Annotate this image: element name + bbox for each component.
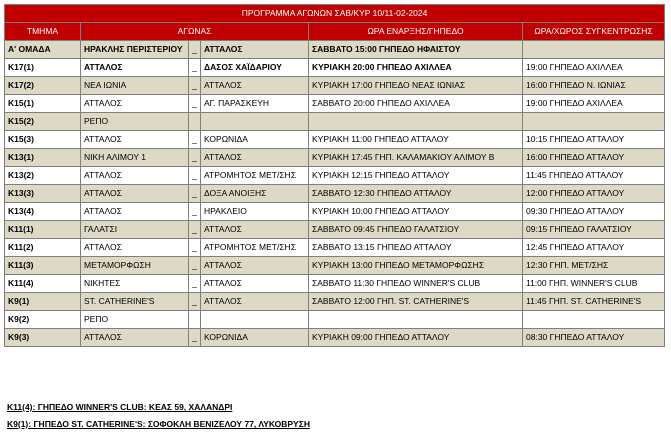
time-venue-cell: ΣΑΒΒΑΤΟ 20:00 ΓΗΠΕΔΟ ΑΧΙΛΛΕΑ — [309, 95, 523, 113]
section-cell: Α' ΟΜΑΔΑ — [5, 41, 81, 59]
away-team-cell: ΑΤΡΟΜΗΤΟΣ ΜΕΤ/ΣΗΣ — [201, 239, 309, 257]
meet-cell: 11:45 ΓΗΠ. ST. CATHERINE'S — [523, 293, 665, 311]
away-team-cell: ΔΑΣΟΣ ΧΑΪΔΑΡΙΟΥ — [201, 59, 309, 77]
vs-separator: _ — [189, 221, 201, 239]
header-section: ΤΜΗΜΑ — [5, 23, 81, 41]
header-time-venue: ΩΡΑ ΕΝΑΡΞΗΣ/ΓΗΠΕΔΟ — [309, 23, 523, 41]
table-row — [5, 113, 665, 131]
table-row — [5, 293, 665, 311]
section-cell: K15(3) — [5, 131, 81, 149]
time-venue-cell: ΚΥΡΙΑΚΗ 09:00 ΓΗΠΕΔΟ ΑΤΤΑΛΟΥ — [309, 329, 523, 347]
meet-cell — [523, 41, 665, 59]
time-venue-cell: ΚΥΡΙΑΚΗ 17:45 ΓΗΠ. ΚΑΛΑΜΑΚΙΟΥ ΑΛΙΜΟΥ Β — [309, 149, 523, 167]
away-team-cell: ΑΤΤΑΛΟΣ — [201, 221, 309, 239]
table-row — [5, 239, 665, 257]
home-team-cell: ΜΕΤΑΜΟΡΦΩΣΗ — [81, 257, 189, 275]
meet-cell: 11:00 ΓΗΠ. WINNER'S CLUB — [523, 275, 665, 293]
vs-separator: _ — [189, 167, 201, 185]
meet-cell: 12:30 ΓΗΠ. ΜΕΤ/ΣΗΣ — [523, 257, 665, 275]
table-row — [5, 311, 665, 329]
section-cell: K15(1) — [5, 95, 81, 113]
schedule-rows — [5, 41, 665, 347]
away-team-cell: ΑΤΤΑΛΟΣ — [201, 275, 309, 293]
time-venue-cell: ΚΥΡΙΑΚΗ 10:00 ΓΗΠΕΔΟ ΑΤΤΑΛΟΥ — [309, 203, 523, 221]
time-venue-cell: ΚΥΡΙΑΚΗ 13:00 ΓΗΠΕΔΟ ΜΕΤΑΜΟΡΦΩΣΗΣ — [309, 257, 523, 275]
home-team-cell: ST. CATHERINE'S — [81, 293, 189, 311]
table-row — [5, 77, 665, 95]
section-cell: K17(2) — [5, 77, 81, 95]
table-row — [5, 59, 665, 77]
home-team-cell: ΑΤΤΑΛΟΣ — [81, 185, 189, 203]
vs-separator: _ — [189, 275, 201, 293]
home-team-cell: ΑΤΤΑΛΟΣ — [81, 203, 189, 221]
section-cell: K9(2) — [5, 311, 81, 329]
header-matches: ΑΓΩΝΑΣ — [81, 23, 309, 41]
table-row — [5, 257, 665, 275]
meet-cell: 10:15 ΓΗΠΕΔΟ ΑΤΤΑΛΟΥ — [523, 131, 665, 149]
table-row — [5, 275, 665, 293]
vs-separator — [189, 311, 201, 329]
away-team-cell: ΚΟΡΩΝΙΔΑ — [201, 329, 309, 347]
meet-cell: 11:45 ΓΗΠΕΔΟ ΑΤΤΑΛΟΥ — [523, 167, 665, 185]
time-venue-cell: ΣΑΒΒΑΤΟ 13:15 ΓΗΠΕΔΟ ΑΤΤΑΛΟΥ — [309, 239, 523, 257]
section-cell: K13(3) — [5, 185, 81, 203]
away-team-cell: ΚΟΡΩΝΙΔΑ — [201, 131, 309, 149]
vs-separator: _ — [189, 329, 201, 347]
meet-cell — [523, 113, 665, 131]
home-team-cell: ΑΤΤΑΛΟΣ — [81, 59, 189, 77]
section-cell: K9(1) — [5, 293, 81, 311]
home-team-cell: ΝΕΑ ΙΩΝΙΑ — [81, 77, 189, 95]
time-venue-cell — [309, 113, 523, 131]
meet-cell: 09:30 ΓΗΠΕΔΟ ΑΤΤΑΛΟΥ — [523, 203, 665, 221]
vs-separator: _ — [189, 239, 201, 257]
away-team-cell: ΑΤΤΑΛΟΣ — [201, 257, 309, 275]
home-team-cell: ΡΕΠΟ — [81, 113, 189, 131]
meet-cell: 16:00 ΓΗΠΕΔΟ Ν. ΙΩΝΙΑΣ — [523, 77, 665, 95]
vs-separator: _ — [189, 59, 201, 77]
time-venue-cell: ΚΥΡΙΑΚΗ 12:15 ΓΗΠΕΔΟ ΑΤΤΑΛΟΥ — [309, 167, 523, 185]
vs-separator: _ — [189, 293, 201, 311]
meet-cell: 09:15 ΓΗΠΕΔΟ ΓΑΛΑΤΣΙΟΥ — [523, 221, 665, 239]
section-cell: K11(4) — [5, 275, 81, 293]
meet-cell: 12:00 ΓΗΠΕΔΟ ΑΤΤΑΛΟΥ — [523, 185, 665, 203]
time-venue-cell: ΣΑΒΒΑΤΟ 12:30 ΓΗΠΕΔΟ ΑΤΤΑΛΟΥ — [309, 185, 523, 203]
away-team-cell: ΑΤΤΑΛΟΣ — [201, 293, 309, 311]
table-row — [5, 203, 665, 221]
time-venue-cell: ΚΥΡΙΑΚΗ 20:00 ΓΗΠΕΔΟ ΑΧΙΛΛΕΑ — [309, 59, 523, 77]
note-winners-club: K11(4): ΓΗΠΕΔΟ WINNER'S CLUB: ΚΕΑΣ 59, ΧΑΛΑΝΔΡΙ — [7, 402, 233, 412]
meet-cell: 19:00 ΓΗΠΕΔΟ ΑΧΙΛΛΕΑ — [523, 95, 665, 113]
time-venue-cell: ΣΑΒΒΑΤΟ 09:45 ΓΗΠΕΔΟ ΓΑΛΑΤΣΙΟΥ — [309, 221, 523, 239]
away-team-cell: ΔΟΞΑ ΑΝΟΙΞΗΣ — [201, 185, 309, 203]
vs-separator: _ — [189, 95, 201, 113]
schedule-sheet — [4, 4, 664, 347]
meet-cell — [523, 311, 665, 329]
home-team-cell: ΑΤΤΑΛΟΣ — [81, 329, 189, 347]
header-meet: ΩΡΑ/ΧΩΡΟΣ ΣΥΓΚΕΝΤΡΩΣΗΣ — [523, 23, 665, 41]
vs-separator: _ — [189, 203, 201, 221]
schedule-title: ΠΡΟΓΡΑΜΜΑ ΑΓΩΝΩΝ ΣΑΒ/ΚΥΡ 10/11-02-2024 — [5, 5, 665, 23]
meet-cell: 08:30 ΓΗΠΕΔΟ ΑΤΤΑΛΟΥ — [523, 329, 665, 347]
vs-separator: _ — [189, 77, 201, 95]
time-venue-cell: ΣΑΒΒΑΤΟ 12:00 ΓΗΠ. ST. CATHERINE'S — [309, 293, 523, 311]
section-cell: K11(3) — [5, 257, 81, 275]
home-team-cell: ΗΡΑΚΛΗΣ ΠΕΡΙΣΤΕΡΙΟΥ — [81, 41, 189, 59]
section-cell: K15(2) — [5, 113, 81, 131]
away-team-cell — [201, 311, 309, 329]
time-venue-cell: ΚΥΡΙΑΚΗ 11:00 ΓΗΠΕΔΟ ΑΤΤΑΛΟΥ — [309, 131, 523, 149]
notes — [7, 399, 647, 433]
away-team-cell — [201, 113, 309, 131]
home-team-cell: ΓΑΛΑΤΣΙ — [81, 221, 189, 239]
away-team-cell: ΑΤΡΟΜΗΤΟΣ ΜΕΤ/ΣΗΣ — [201, 167, 309, 185]
table-row — [5, 221, 665, 239]
away-team-cell: ΑΤΤΑΛΟΣ — [201, 77, 309, 95]
home-team-cell: ΑΤΤΑΛΟΣ — [81, 239, 189, 257]
home-team-cell: ΝΙΚΗΤΕΣ — [81, 275, 189, 293]
away-team-cell: ΑΓ. ΠΑΡΑΣΚΕΥΗ — [201, 95, 309, 113]
home-team-cell: ΑΤΤΑΛΟΣ — [81, 95, 189, 113]
time-venue-cell: ΚΥΡΙΑΚΗ 17:00 ΓΗΠΕΔΟ ΝΕΑΣ ΙΩΝΙΑΣ — [309, 77, 523, 95]
section-cell: K13(1) — [5, 149, 81, 167]
meet-cell: 16:00 ΓΗΠΕΔΟ ΑΤΤΑΛΟΥ — [523, 149, 665, 167]
table-row — [5, 95, 665, 113]
section-cell: K13(2) — [5, 167, 81, 185]
meet-cell: 19:00 ΓΗΠΕΔΟ ΑΧΙΛΛΕΑ — [523, 59, 665, 77]
section-cell: K11(1) — [5, 221, 81, 239]
vs-separator: _ — [189, 41, 201, 59]
schedule-table — [4, 4, 665, 347]
section-cell: K13(4) — [5, 203, 81, 221]
vs-separator: _ — [189, 257, 201, 275]
away-team-cell: ΗΡΑΚΛΕΙΟ — [201, 203, 309, 221]
table-row — [5, 329, 665, 347]
vs-separator: _ — [189, 185, 201, 203]
away-team-cell: ΑΤΤΑΛΟΣ — [201, 149, 309, 167]
section-cell: K17(1) — [5, 59, 81, 77]
away-team-cell: ΑΤΤΑΛΟΣ — [201, 41, 309, 59]
note-st-catherines: K9(1): ΓΗΠΕΔΟ ST. CATHERINE'S: ΣΟΦΟΚΛΗ ΒΕΝΙΖΕΛΟΥ 77, ΛΥΚΟΒΡΥΣΗ — [7, 419, 310, 429]
section-cell: K11(2) — [5, 239, 81, 257]
time-venue-cell — [309, 311, 523, 329]
table-row — [5, 41, 665, 59]
vs-separator — [189, 113, 201, 131]
vs-separator: _ — [189, 131, 201, 149]
table-row — [5, 149, 665, 167]
home-team-cell: ΡΕΠΟ — [81, 311, 189, 329]
home-team-cell: ΑΤΤΑΛΟΣ — [81, 167, 189, 185]
meet-cell: 12:45 ΓΗΠΕΔΟ ΑΤΤΑΛΟΥ — [523, 239, 665, 257]
home-team-cell: ΝΙΚΗ ΑΛΙΜΟΥ 1 — [81, 149, 189, 167]
table-row — [5, 185, 665, 203]
vs-separator: _ — [189, 149, 201, 167]
home-team-cell: ΑΤΤΑΛΟΣ — [81, 131, 189, 149]
table-row — [5, 167, 665, 185]
section-cell: K9(3) — [5, 329, 81, 347]
table-row — [5, 131, 665, 149]
time-venue-cell: ΣΑΒΒΑΤΟ 15:00 ΓΗΠΕΔΟ ΗΦΑΙΣΤΟΥ — [309, 41, 523, 59]
time-venue-cell: ΣΑΒΒΑΤΟ 11:30 ΓΗΠΕΔΟ WINNER'S CLUB — [309, 275, 523, 293]
